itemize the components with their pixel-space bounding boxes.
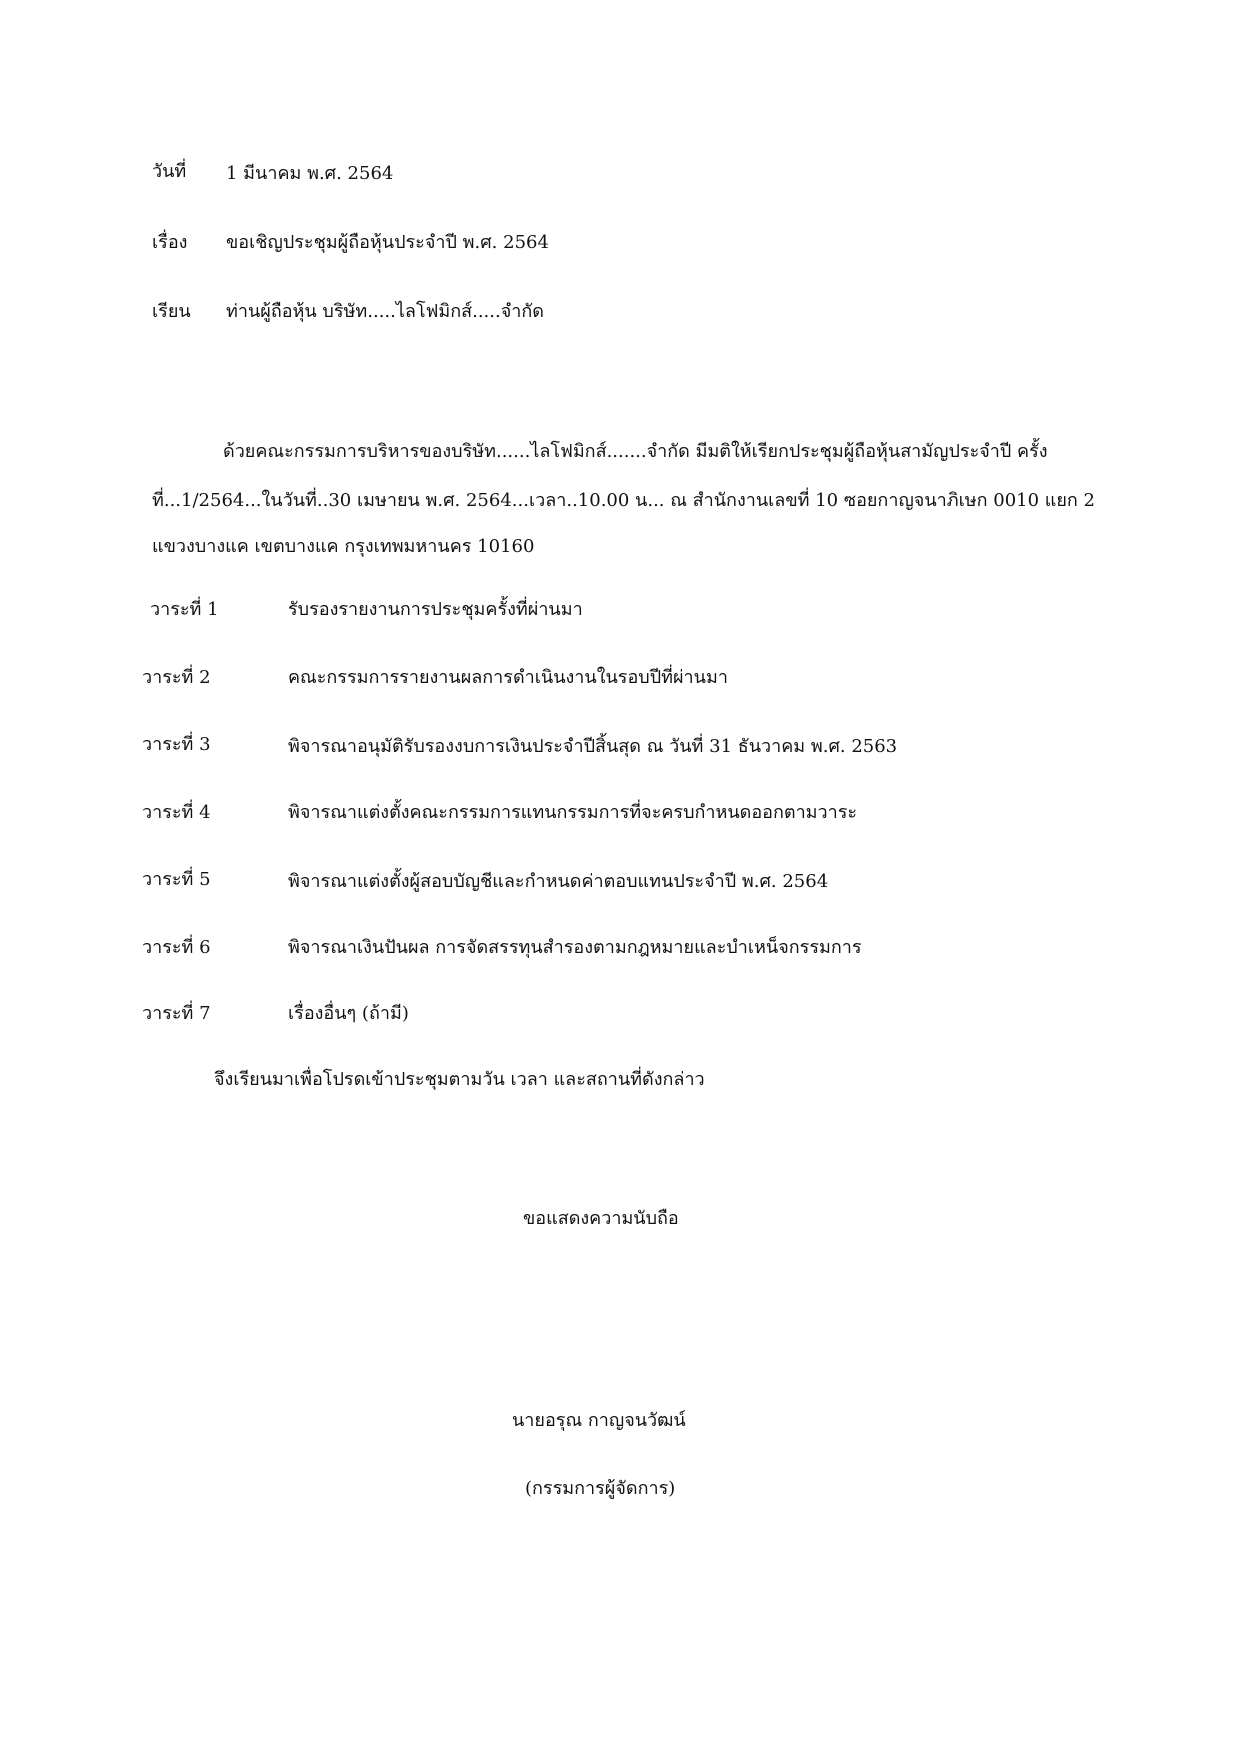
signer-position: (กรรมการผู้จัดการ) bbox=[525, 1478, 676, 1499]
recipient-value: ท่านผู้ถือหุ้น บริษัท.....ไลโฟมิกส์.....จำกัด bbox=[226, 301, 544, 322]
regards-text: ขอแสดงความนับถือ bbox=[523, 1208, 679, 1229]
date-value: 1 มีนาคม พ.ศ. 2564 bbox=[226, 163, 394, 184]
agenda-text-6: พิจารณาเงินปันผล การจัดสรรทุนสำรองตามกฎหมายและบำเหน็จกรรมการ bbox=[288, 937, 862, 958]
agenda-label-2: วาระที่ 2 bbox=[142, 667, 211, 688]
signer-name: นายอรุณ กาญจนวัฒน์ bbox=[512, 1410, 686, 1431]
agenda-text-1: รับรองรายงานการประชุมครั้งที่ผ่านมา bbox=[288, 599, 583, 620]
agenda-label-3: วาระที่ 3 bbox=[142, 734, 211, 755]
agenda-text-5: พิจารณาแต่งตั้งผู้สอบบัญชีและกำหนดค่าตอบแทนประจำปี พ.ศ. 2564 bbox=[288, 871, 829, 892]
subject-label: เรื่อง bbox=[152, 232, 188, 253]
agenda-text-3: พิจารณาอนุมัติรับรองงบการเงินประจำปีสิ้นสุด ณ วันที่ 31 ธันวาคม พ.ศ. 2563 bbox=[288, 736, 898, 757]
paragraph-line-2: ที่...1/2564...ในวันที่..30 เมษายน พ.ศ. 2564...เวลา..10.00 น... ณ สำนักงานเลขที่ 10 ซอยกาญจนาภิเษก 0010 แยก 2 bbox=[152, 490, 1095, 511]
paragraph-line-3: แขวงบางแค เขตบางแค กรุงเทพมหานคร 10160 bbox=[152, 536, 535, 557]
date-label: วันที่ bbox=[152, 161, 187, 182]
recipient-label: เรียน bbox=[152, 301, 191, 322]
agenda-text-2: คณะกรรมการรายงานผลการดำเนินงานในรอบปีที่ผ่านมา bbox=[288, 667, 728, 688]
agenda-label-5: วาระที่ 5 bbox=[142, 869, 211, 890]
closing-sentence: จึงเรียนมาเพื่อโปรดเข้าประชุมตามวัน เวลา และสถานที่ดังกล่าว bbox=[214, 1069, 705, 1090]
paragraph-line-1: ด้วยคณะกรรมการบริหารของบริษัท......ไลโฟมิกส์.......จำกัด มีมติให้เรียกประชุมผู้ถือหุ้นสามัญประจำปี ครั้ง bbox=[223, 441, 1048, 462]
agenda-label-6: วาระที่ 6 bbox=[142, 937, 211, 958]
agenda-label-7: วาระที่ 7 bbox=[142, 1003, 211, 1024]
agenda-text-4: พิจารณาแต่งตั้งคณะกรรมการแทนกรรมการที่จะครบกำหนดออกตามวาระ bbox=[288, 802, 858, 823]
agenda-text-7: เรื่องอื่นๆ (ถ้ามี) bbox=[288, 1003, 409, 1024]
subject-value: ขอเชิญประชุมผู้ถือหุ้นประจำปี พ.ศ. 2564 bbox=[226, 232, 549, 253]
agenda-label-1: วาระที่ 1 bbox=[150, 599, 219, 620]
agenda-label-4: วาระที่ 4 bbox=[142, 802, 211, 823]
